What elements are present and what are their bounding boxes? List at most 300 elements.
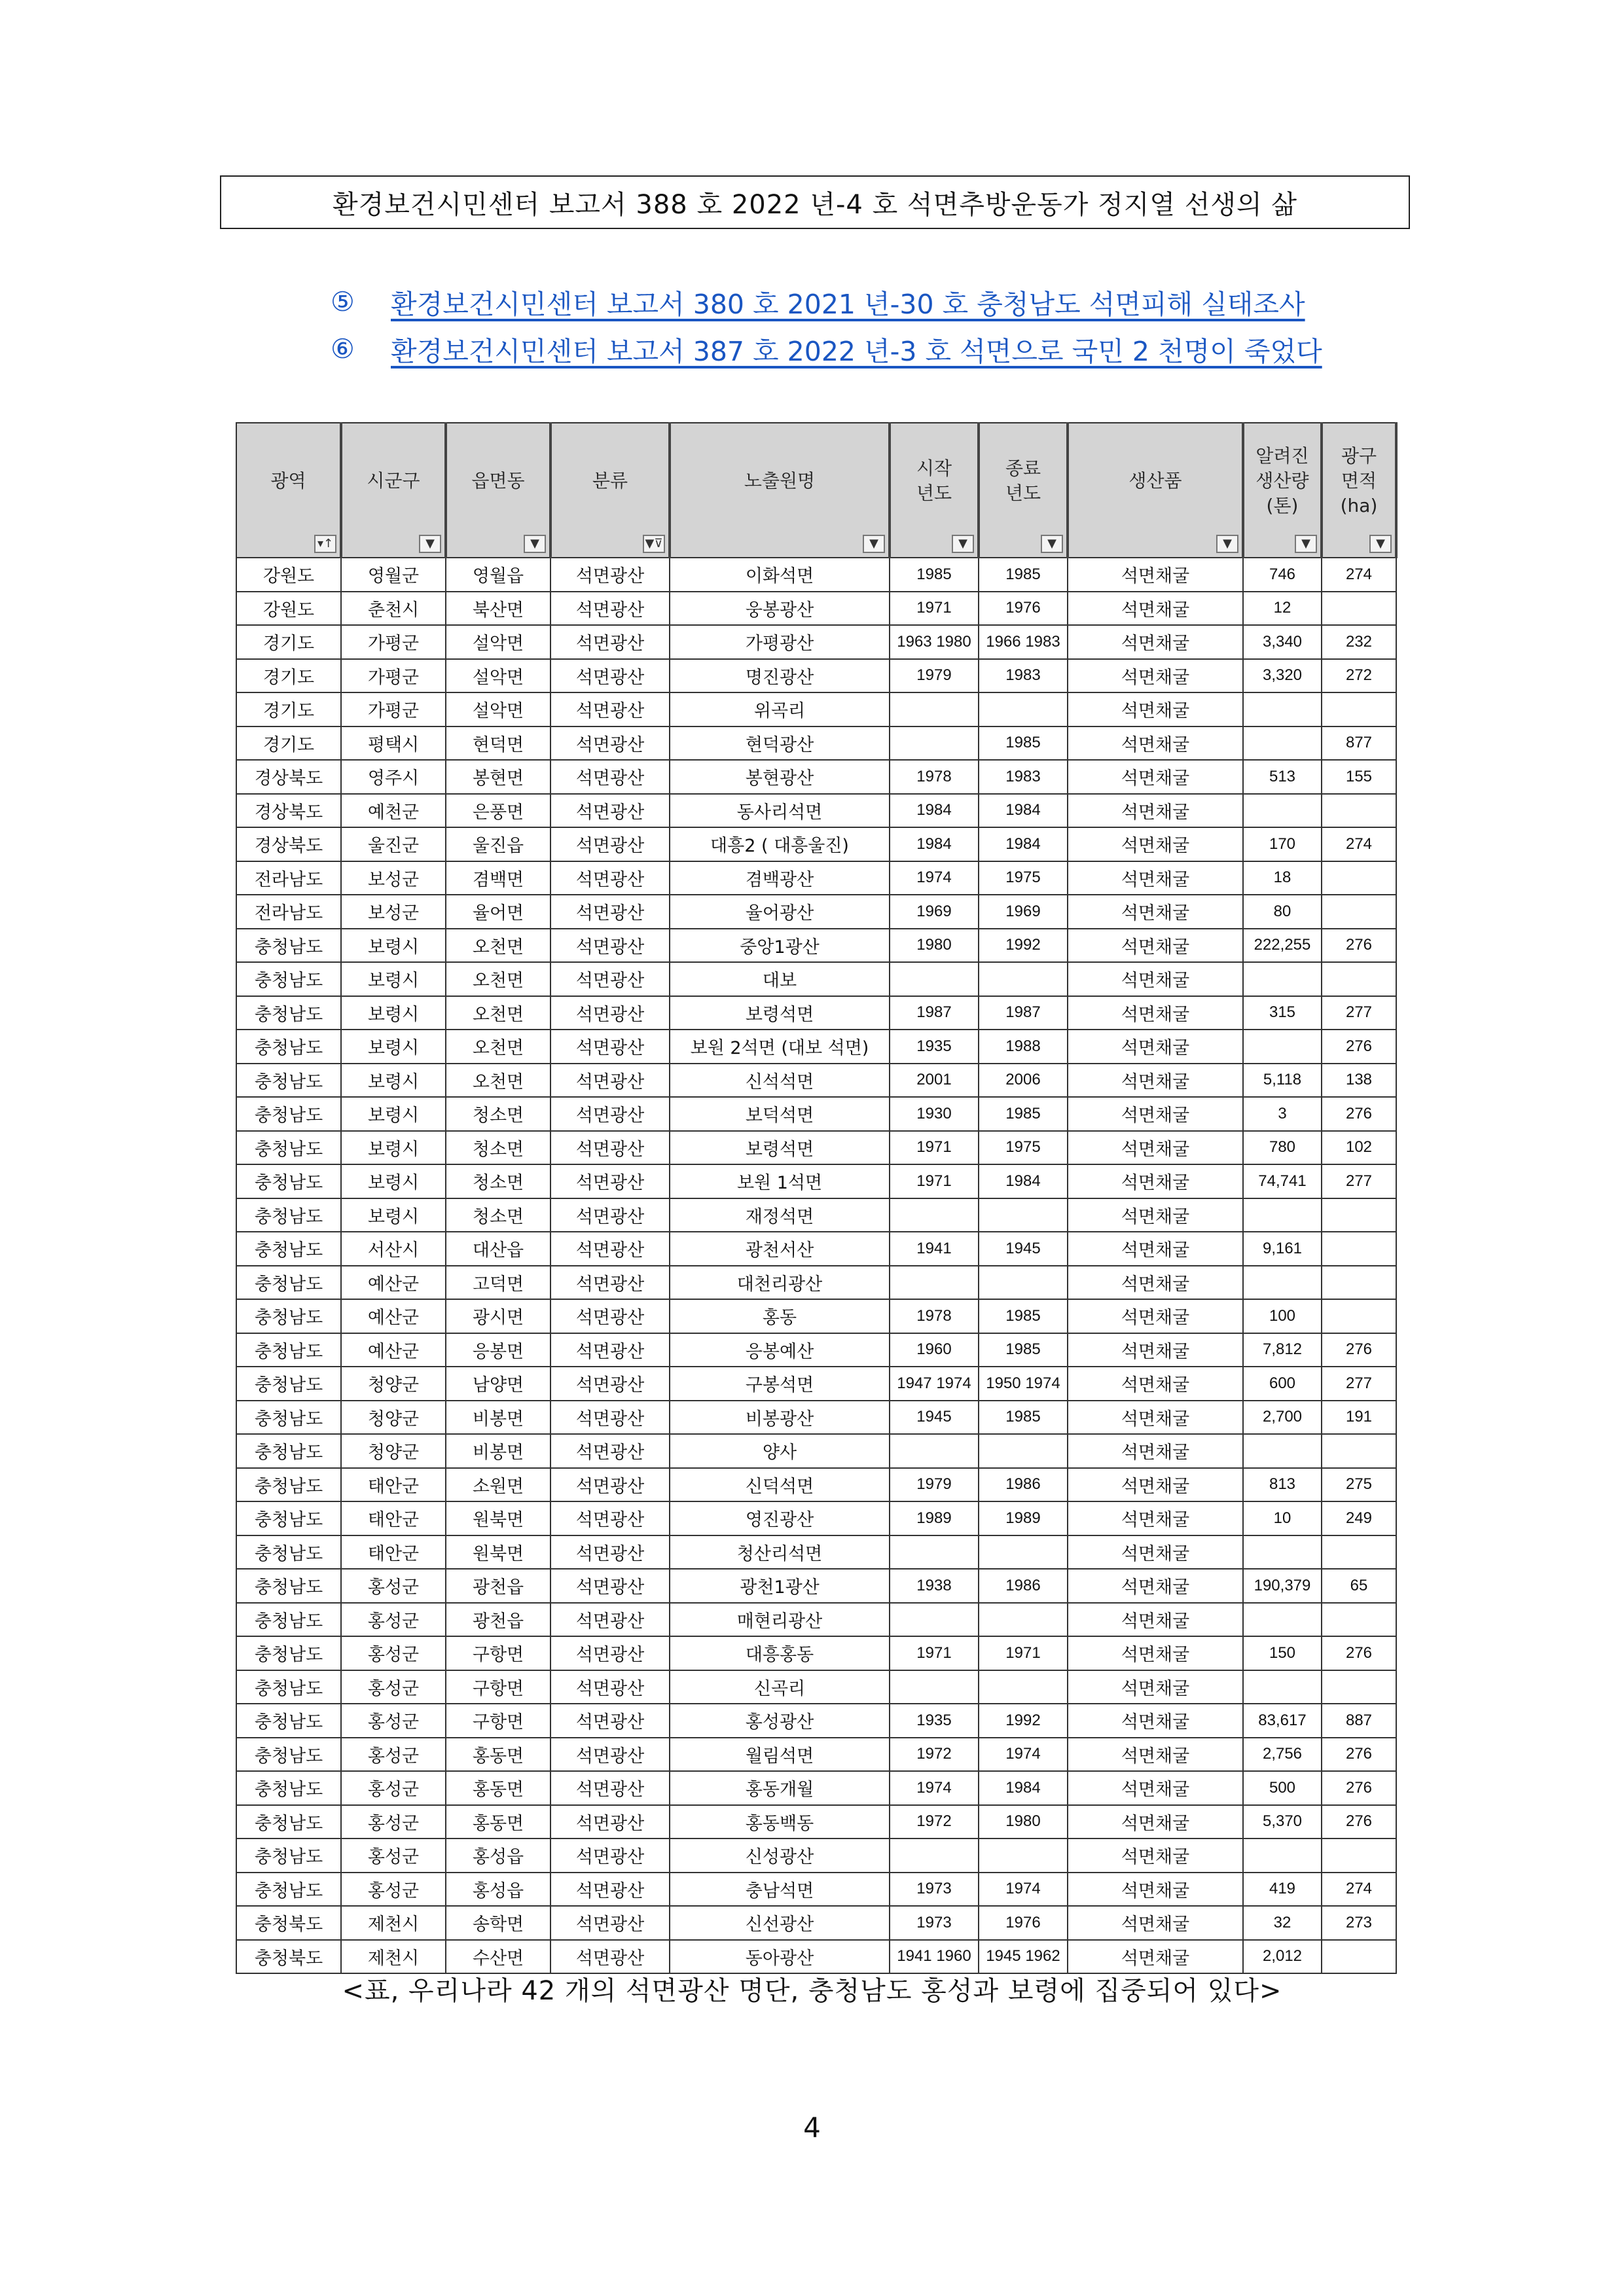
table-cell: 홍동면	[446, 1771, 550, 1805]
table-row	[236, 1131, 1396, 1165]
table-cell: 1974	[979, 1873, 1068, 1907]
table-row	[236, 1299, 1396, 1333]
table-cell: 가평군	[341, 625, 446, 659]
table-cell: 1971	[890, 1636, 979, 1670]
table-cell: 2,756	[1243, 1738, 1322, 1772]
table-cell: 석면광산	[550, 1805, 670, 1839]
table-cell: 석면광산	[550, 1232, 670, 1266]
table-cell: 1976	[979, 1906, 1068, 1940]
table-cell: 1974	[890, 1771, 979, 1805]
filter-dropdown-icon[interactable]: ▼	[1216, 535, 1238, 553]
table-cell: 석면채굴	[1068, 962, 1243, 996]
table-cell: 홍성군	[341, 1636, 446, 1670]
table-cell: 예산군	[341, 1299, 446, 1333]
table-cell: 석면광산	[550, 861, 670, 895]
table-cell: 보령시	[341, 1064, 446, 1098]
table-row	[236, 1670, 1396, 1704]
table-cell: 충청남도	[236, 1636, 341, 1670]
table-cell: 석면광산	[550, 1535, 670, 1570]
table-cell: 석면채굴	[1068, 1738, 1243, 1772]
reference-number: ⑥	[331, 333, 355, 365]
table-cell: 홍성군	[341, 1738, 446, 1772]
table-cell: 보령석면	[670, 1131, 890, 1165]
table-cell: 1971	[890, 1131, 979, 1165]
table-cell: 석면광산	[550, 1333, 670, 1367]
table-cell: 276	[1322, 1333, 1396, 1367]
table-cell: 충청남도	[236, 1501, 341, 1535]
table-cell: 태안군	[341, 1468, 446, 1502]
table-cell: 석면채굴	[1068, 1873, 1243, 1907]
table-cell: 응봉면	[446, 1333, 550, 1367]
table-cell: 광천읍	[446, 1569, 550, 1603]
table-cell: 보령시	[341, 1131, 446, 1165]
table-cell: 1971	[979, 1636, 1068, 1670]
table-cell: 송학면	[446, 1906, 550, 1940]
table-cell: 1984	[890, 794, 979, 828]
table-cell: 2,700	[1243, 1401, 1322, 1435]
table-cell: 홍성군	[341, 1569, 446, 1603]
table-cell: 100	[1243, 1299, 1322, 1333]
table-cell: 가평군	[341, 692, 446, 726]
table-cell: 1938	[890, 1569, 979, 1603]
table-cell	[1243, 1266, 1322, 1300]
table-cell: 충청남도	[236, 1704, 341, 1738]
column-header	[890, 423, 979, 558]
sort-asc-icon[interactable]: ▾↑	[314, 535, 336, 553]
table-cell: 홍성군	[341, 1873, 446, 1907]
table-cell: 충청남도	[236, 1131, 341, 1165]
table-cell: 9,161	[1243, 1232, 1322, 1266]
table-cell: 석면채굴	[1068, 794, 1243, 828]
table-row	[236, 558, 1396, 592]
table-cell: 5,370	[1243, 1805, 1322, 1839]
table-cell: 1983	[979, 760, 1068, 794]
table-cell: 울진군	[341, 827, 446, 861]
table-cell: 충청남도	[236, 1064, 341, 1098]
table-cell: 277	[1322, 1164, 1396, 1198]
table-cell: 석면광산	[550, 895, 670, 929]
table-cell: 청산리석면	[670, 1535, 890, 1570]
table-cell: 보덕석면	[670, 1097, 890, 1131]
column-header	[1322, 423, 1396, 558]
reference-link[interactable]: 환경보건시민센터 보고서 387 호 2022 년-3 호 석면으로 국민 2 천명이 죽었다	[391, 335, 1322, 367]
table-row	[236, 1839, 1396, 1873]
filter-dropdown-icon[interactable]: ▼	[1041, 535, 1063, 553]
table-cell	[979, 962, 1068, 996]
table-cell: 272	[1322, 659, 1396, 693]
table-cell: 석면채굴	[1068, 1704, 1243, 1738]
column-header	[550, 423, 670, 558]
table-cell: 남양면	[446, 1367, 550, 1401]
table-cell: 813	[1243, 1468, 1322, 1502]
table-cell: 광천1광산	[670, 1569, 890, 1603]
table-cell: 석면채굴	[1068, 1940, 1243, 1974]
filter-active-icon[interactable]: ▼⊽	[643, 535, 665, 553]
table-cell: 율어광산	[670, 895, 890, 929]
table-cell: 18	[1243, 861, 1322, 895]
table-cell: 명진광산	[670, 659, 890, 693]
filter-dropdown-icon[interactable]: ▼	[419, 535, 441, 553]
table-cell: 1975	[979, 861, 1068, 895]
table-cell: 석면광산	[550, 1873, 670, 1907]
table-row	[236, 895, 1396, 929]
table-cell: 275	[1322, 1468, 1396, 1502]
table-cell	[1322, 1266, 1396, 1300]
table-cell: 석면광산	[550, 794, 670, 828]
table-cell: 보령시	[341, 1164, 446, 1198]
table-cell: 석면광산	[550, 996, 670, 1030]
table-cell: 석면광산	[550, 1636, 670, 1670]
table-cell	[890, 962, 979, 996]
page-number: 4	[803, 2111, 821, 2144]
table-cell: 석면광산	[550, 1198, 670, 1232]
table-cell: 양사	[670, 1434, 890, 1468]
table-cell: 1941 1960	[890, 1940, 979, 1974]
table-cell: 1935	[890, 1704, 979, 1738]
table-cell: 청양군	[341, 1401, 446, 1435]
table-cell: 석면광산	[550, 1670, 670, 1704]
reference-item[interactable]	[331, 278, 1443, 325]
table-cell: 설악면	[446, 659, 550, 693]
filter-dropdown-icon[interactable]: ▼	[524, 535, 546, 553]
table-row	[236, 1232, 1396, 1266]
table-cell: 석면채굴	[1068, 1636, 1243, 1670]
table-cell	[890, 1603, 979, 1637]
table-row	[236, 1401, 1396, 1435]
table-cell	[1322, 1603, 1396, 1637]
table-cell: 대흥홍동	[670, 1636, 890, 1670]
table-cell: 홍성군	[341, 1771, 446, 1805]
table-cell: 석면채굴	[1068, 1906, 1243, 1940]
table-cell: 1947 1974	[890, 1367, 979, 1401]
table-cell: 울진읍	[446, 827, 550, 861]
table-cell: 74,741	[1243, 1164, 1322, 1198]
table-cell: 충청남도	[236, 1839, 341, 1873]
table-cell: 석면광산	[550, 1266, 670, 1300]
table-cell	[890, 1535, 979, 1570]
table-cell: 충청남도	[236, 1232, 341, 1266]
table-row	[236, 726, 1396, 761]
table-cell: 예천군	[341, 794, 446, 828]
column-header	[670, 423, 890, 558]
table-cell: 276	[1322, 1030, 1396, 1064]
table-cell: 1985	[979, 1097, 1068, 1131]
table-cell: 신곡리	[670, 1670, 890, 1704]
table-row	[236, 1501, 1396, 1535]
table-cell: 현덕광산	[670, 726, 890, 761]
table-cell	[1322, 1535, 1396, 1570]
table-cell	[979, 692, 1068, 726]
table-cell: 1941	[890, 1232, 979, 1266]
table-cell: 홍성군	[341, 1603, 446, 1637]
table-cell: 현덕면	[446, 726, 550, 761]
table-row	[236, 1097, 1396, 1131]
column-header-label: 광역	[270, 470, 306, 492]
table-cell: 전라남도	[236, 895, 341, 929]
table-cell: 석면채굴	[1068, 1333, 1243, 1367]
table-cell: 2006	[979, 1064, 1068, 1098]
filter-dropdown-icon[interactable]: ▼	[952, 535, 974, 553]
table-cell: 1973	[890, 1873, 979, 1907]
table-cell: 예산군	[341, 1266, 446, 1300]
table-cell	[1322, 1839, 1396, 1873]
table-cell: 1969	[979, 895, 1068, 929]
table-cell: 석면채굴	[1068, 692, 1243, 726]
table-cell: 보령시	[341, 929, 446, 963]
table-cell	[1243, 726, 1322, 761]
reference-item[interactable]	[331, 325, 1443, 372]
table-cell: 석면광산	[550, 1299, 670, 1333]
table-cell: 제천시	[341, 1906, 446, 1940]
table-cell: 재정석면	[670, 1198, 890, 1232]
header-title: 환경보건시민센터 보고서 388 호 2022 년-4 호 석면추방운동가 정지열 선생의 삶	[332, 189, 1298, 220]
column-header	[446, 423, 550, 558]
table-row	[236, 1333, 1396, 1367]
table-row	[236, 1704, 1396, 1738]
table-cell: 1972	[890, 1805, 979, 1839]
table-cell	[1322, 1299, 1396, 1333]
table-cell: 석면채굴	[1068, 659, 1243, 693]
table-cell: 충청남도	[236, 1873, 341, 1907]
table-cell: 석면광산	[550, 1401, 670, 1435]
table-row	[236, 1266, 1396, 1300]
table-cell: 석면광산	[550, 1468, 670, 1502]
table-cell: 102	[1322, 1131, 1396, 1165]
table-row	[236, 760, 1396, 794]
table-cell	[979, 1670, 1068, 1704]
table-cell: 1979	[890, 1468, 979, 1502]
table-cell: 오천면	[446, 1030, 550, 1064]
table-cell: 276	[1322, 1805, 1396, 1839]
table-cell	[1322, 1198, 1396, 1232]
table-cell: 276	[1322, 1771, 1396, 1805]
table-cell: 1974	[979, 1738, 1068, 1772]
table-cell: 석면채굴	[1068, 895, 1243, 929]
table-cell: 1930	[890, 1097, 979, 1131]
table-cell: 석면채굴	[1068, 1030, 1243, 1064]
table-cell: 277	[1322, 996, 1396, 1030]
table-cell: 1986	[979, 1569, 1068, 1603]
reference-links	[331, 278, 1443, 372]
table-cell: 석면광산	[550, 1164, 670, 1198]
table-cell	[1243, 1839, 1322, 1873]
table-row	[236, 1940, 1396, 1974]
table-row	[236, 659, 1396, 693]
table-cell: 277	[1322, 1367, 1396, 1401]
table-cell: 충청남도	[236, 929, 341, 963]
filter-dropdown-icon[interactable]: ▼	[1369, 535, 1392, 553]
table-body	[236, 558, 1396, 1973]
table-cell: 석면광산	[550, 1131, 670, 1165]
table-row	[236, 1434, 1396, 1468]
column-header	[1243, 423, 1322, 558]
table-cell	[1322, 1670, 1396, 1704]
table-cell: 석면광산	[550, 929, 670, 963]
table-cell: 1992	[979, 929, 1068, 963]
table-cell: 석면채굴	[1068, 1434, 1243, 1468]
table-row	[236, 929, 1396, 963]
table-cell: 홍성광산	[670, 1704, 890, 1738]
table-cell: 충청남도	[236, 1569, 341, 1603]
column-header-label: 분류	[592, 470, 628, 492]
table-cell: 청소면	[446, 1198, 550, 1232]
table-cell: 3,340	[1243, 625, 1322, 659]
table-cell: 이화석면	[670, 558, 890, 592]
table-cell: 대산읍	[446, 1232, 550, 1266]
table-cell: 충청북도	[236, 1940, 341, 1974]
table-cell	[1243, 1603, 1322, 1637]
table-cell: 태안군	[341, 1501, 446, 1535]
table-row	[236, 861, 1396, 895]
header-row	[236, 423, 1396, 558]
table-cell	[1243, 962, 1322, 996]
table-cell: 석면채굴	[1068, 760, 1243, 794]
table-cell: 1985	[979, 726, 1068, 761]
table-cell: 170	[1243, 827, 1322, 861]
table-cell: 12	[1243, 592, 1322, 626]
table-cell: 191	[1322, 1401, 1396, 1435]
table-cell: 석면광산	[550, 962, 670, 996]
column-header	[979, 423, 1068, 558]
filter-dropdown-icon[interactable]: ▼	[1295, 535, 1317, 553]
column-header-label: 시군구	[367, 470, 420, 492]
table-cell: 보령시	[341, 962, 446, 996]
table-cell: 석면광산	[550, 1940, 670, 1974]
table-cell: 충청남도	[236, 1535, 341, 1570]
table-row	[236, 962, 1396, 996]
table-cell: 충청남도	[236, 996, 341, 1030]
table-cell: 513	[1243, 760, 1322, 794]
table-cell	[890, 1434, 979, 1468]
table-cell	[1322, 1434, 1396, 1468]
table-cell: 석면광산	[550, 1030, 670, 1064]
table-cell: 석면광산	[550, 726, 670, 761]
table-cell: 신성광산	[670, 1839, 890, 1873]
table-cell: 1983	[979, 659, 1068, 693]
table-cell	[979, 1266, 1068, 1300]
table-cell: 1980	[979, 1805, 1068, 1839]
table-cell: 홍동	[670, 1299, 890, 1333]
table-cell	[1243, 1535, 1322, 1570]
table-row	[236, 692, 1396, 726]
table-cell: 충청남도	[236, 1266, 341, 1300]
table-cell: 경기도	[236, 692, 341, 726]
table-cell: 신석석면	[670, 1064, 890, 1098]
table-cell: 충청남도	[236, 1670, 341, 1704]
table-cell: 충청남도	[236, 1198, 341, 1232]
table-cell: 746	[1243, 558, 1322, 592]
table-cell: 예산군	[341, 1333, 446, 1367]
table-cell: 석면채굴	[1068, 1299, 1243, 1333]
table-cell: 충청남도	[236, 962, 341, 996]
table-cell: 홍성읍	[446, 1839, 550, 1873]
table-cell: 춘천시	[341, 592, 446, 626]
table-cell: 동아광산	[670, 1940, 890, 1974]
table-cell: 석면채굴	[1068, 1232, 1243, 1266]
table-cell: 석면광산	[550, 1097, 670, 1131]
table-cell: 석면채굴	[1068, 1771, 1243, 1805]
table-cell: 홍성군	[341, 1805, 446, 1839]
table-cell: 석면광산	[550, 1704, 670, 1738]
table-row	[236, 1164, 1396, 1198]
column-header-label: 광구 면적 (ha)	[1340, 445, 1378, 516]
table-cell: 강원도	[236, 592, 341, 626]
table-header	[236, 423, 1396, 558]
table-cell: 광천읍	[446, 1603, 550, 1637]
table-cell: 1972	[890, 1738, 979, 1772]
table-cell: 석면채굴	[1068, 726, 1243, 761]
table-cell	[1322, 861, 1396, 895]
filter-dropdown-icon[interactable]: ▼	[863, 535, 885, 553]
table-cell: 중앙1광산	[670, 929, 890, 963]
table-cell	[890, 1266, 979, 1300]
table-cell: 겸백면	[446, 861, 550, 895]
table-cell: 249	[1322, 1501, 1396, 1535]
table-cell: 북산면	[446, 592, 550, 626]
table-cell: 경기도	[236, 625, 341, 659]
table-cell: 석면채굴	[1068, 996, 1243, 1030]
table-cell: 대흥2 ( 대흥울진)	[670, 827, 890, 861]
table-cell: 1935	[890, 1030, 979, 1064]
table-cell: 응봉예산	[670, 1333, 890, 1367]
table-cell: 석면채굴	[1068, 1064, 1243, 1098]
table-cell: 138	[1322, 1064, 1396, 1098]
table-row	[236, 1367, 1396, 1401]
table-cell	[1322, 895, 1396, 929]
asbestos-mine-table	[236, 422, 1398, 1974]
table-cell: 1988	[979, 1030, 1068, 1064]
table-cell: 65	[1322, 1569, 1396, 1603]
table-cell: 1963 1980	[890, 625, 979, 659]
table-cell: 경상북도	[236, 827, 341, 861]
table-cell: 충청북도	[236, 1906, 341, 1940]
table-cell	[979, 1839, 1068, 1873]
table-cell	[1243, 1030, 1322, 1064]
table-cell: 150	[1243, 1636, 1322, 1670]
table-cell: 영월군	[341, 558, 446, 592]
table-cell	[1243, 1198, 1322, 1232]
table-cell	[890, 692, 979, 726]
table-cell: 1985	[890, 558, 979, 592]
reference-link[interactable]: 환경보건시민센터 보고서 380 호 2021 년-30 호 충청남도 석면피해 실태조사	[391, 288, 1305, 320]
table-cell: 오천면	[446, 1064, 550, 1098]
table-row	[236, 1064, 1396, 1098]
table-cell: 3,320	[1243, 659, 1322, 693]
table-cell: 276	[1322, 1636, 1396, 1670]
table-row	[236, 1535, 1396, 1570]
table-row	[236, 1805, 1396, 1839]
table-cell: 1971	[890, 1164, 979, 1198]
table-cell: 600	[1243, 1367, 1322, 1401]
table-cell: 1945	[890, 1401, 979, 1435]
table-cell	[979, 1535, 1068, 1570]
table-cell: 영주시	[341, 760, 446, 794]
table-cell: 석면광산	[550, 659, 670, 693]
table-cell: 석면광산	[550, 625, 670, 659]
table-cell: 1985	[979, 1333, 1068, 1367]
table-cell: 구항면	[446, 1636, 550, 1670]
table-cell: 웅봉광산	[670, 592, 890, 626]
table-cell: 1984	[979, 1164, 1068, 1198]
table-cell: 보령시	[341, 1030, 446, 1064]
table-cell	[1322, 1940, 1396, 1974]
table-cell: 충청남도	[236, 1434, 341, 1468]
table-cell: 석면채굴	[1068, 1131, 1243, 1165]
table-cell: 1973	[890, 1906, 979, 1940]
table-cell: 석면채굴	[1068, 1839, 1243, 1873]
table-cell: 소원면	[446, 1468, 550, 1502]
table-row	[236, 1468, 1396, 1502]
